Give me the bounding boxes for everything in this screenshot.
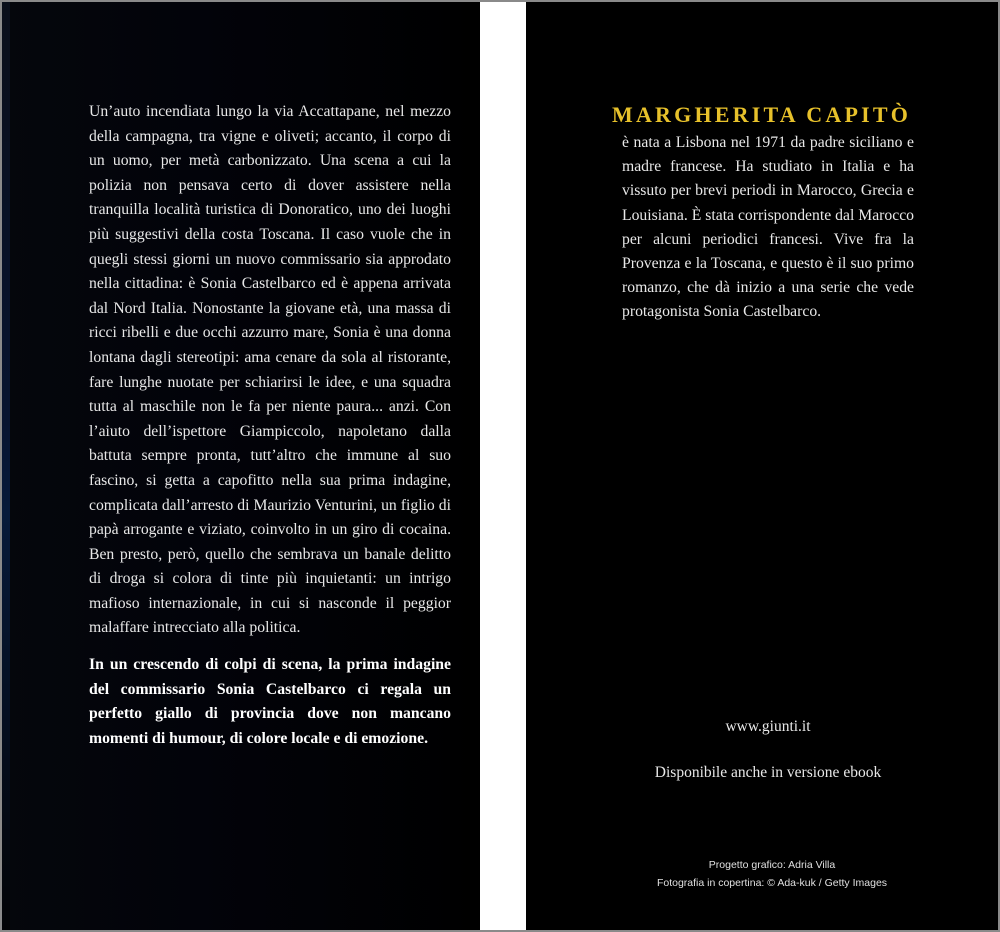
synopsis-paragraph: Un’auto incendiata lungo la via Accattapane, nel mezzo della campagna, tra vigne e oliveti; accanto, il corpo di un uomo, per metà carbonizzato. Una scena a cui la polizia non pensava certo di dover assistere nella tranquilla località turistica di Donoratico, uno dei luoghi più suggestivi della costa Toscana. Il caso vuole che in quegli stessi giorni un nuovo commissario sia approdato nella cittadina: è Sonia Castelbarco ed è appena arrivata dal Nord Italia. Nonostante la giovane età, una massa di ricci ribelli e due occhi azzurro mare, Sonia è una donna lontana dagli stereotipi: ama cenare da sola al ristorante, fare lunghe nuotate per schiarirsi le idee, e una squadra tutta al maschile non le fa per niente paura... anzi. Con l’aiuto dell’ispettore Giampiccolo, napoletano dalla battuta sempre pronta, tutt’altro che immune al suo fascino, si getta a capofitto nella sua prima indagine, complicata dall’arresto di Maurizio Venturini, un figlio di papà arrogante e viziato, coinvolto in un giro di cocaina. Ben presto, però, quello che sembrava un banale delitto di droga si colora di tinte più inquietanti: un intrigo mafioso internazionale, in cui si nasconde il peggior malaffare intrecciato alla politica.: [89, 103, 451, 637]
photo-credit: Fotografia in copertina: © Ada-kuk / Getty Images: [656, 877, 888, 889]
author-bio: è nata a Lisbona nel 1971 da padre siciliano e madre francese. Ha studiato in Italia e ha vissuto per brevi periodi in Marocco, Grecia e Louisiana. È stata corrispondente dal Marocco per alcuni periodici francesi. Vive fra la Provenza e la Toscana, e questo è il suo primo romanzo, che dà inizio a una serie che vede protagonista Sonia Castelbarco.: [622, 134, 914, 321]
design-credit: Progetto grafico: Adria Villa: [708, 859, 836, 871]
ebook-note: Disponibile anche in versione ebook: [654, 764, 882, 781]
author-name: MARGHERITA CAPITÒ: [612, 102, 912, 127]
synopsis-closing-paragraph: In un crescendo di colpi di scena, la prima indagine del commissario Sonia Castelbarco ci regala un perfetto giallo di provincia dove non mancano momenti di humour, di colore locale e di emozione.: [89, 656, 451, 747]
publisher-website: www.giunti.it: [725, 718, 811, 735]
